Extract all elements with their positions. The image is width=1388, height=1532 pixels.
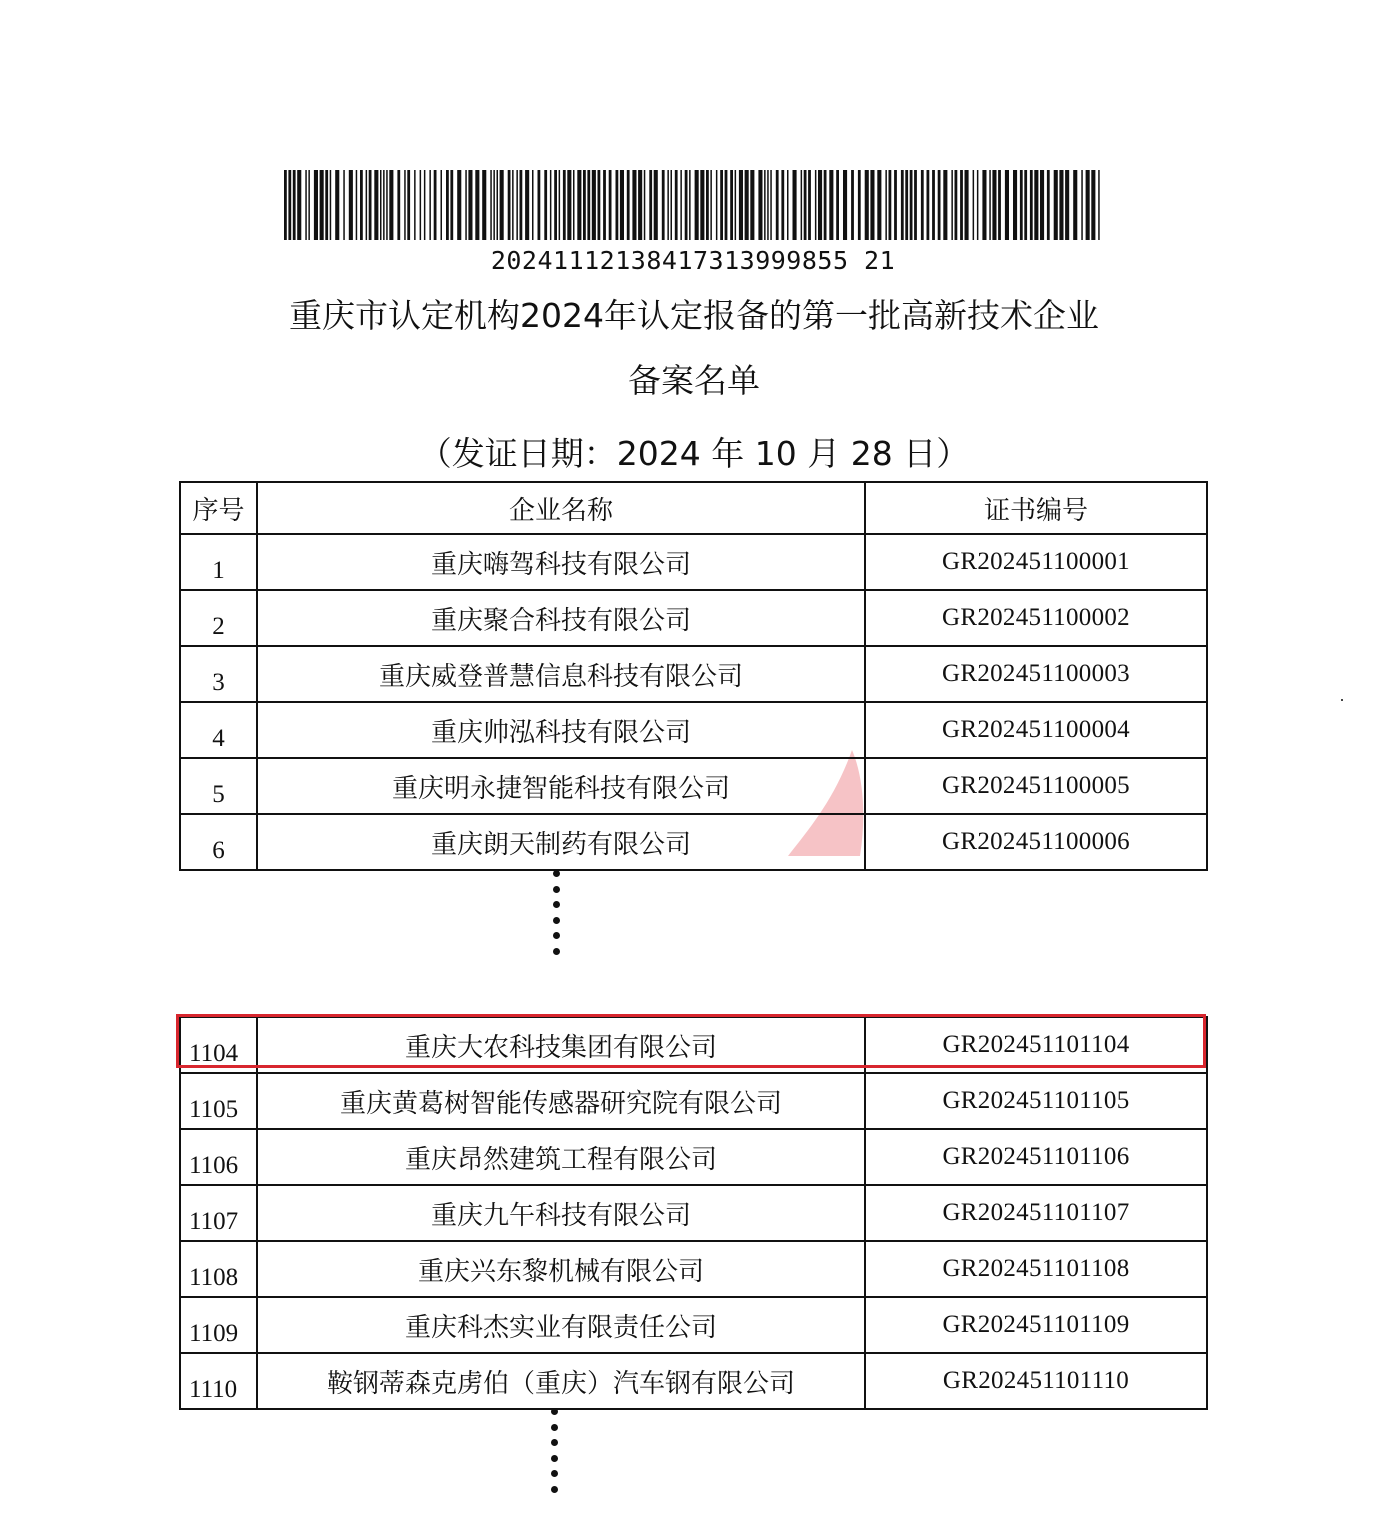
row-company-name: 重庆帅泓科技有限公司 bbox=[257, 702, 865, 758]
table-row bbox=[180, 1073, 1207, 1129]
document-title: 重庆市认定机构2024年认定报备的第一批高新技术企业 bbox=[289, 296, 1099, 335]
header-name: 企业名称 bbox=[257, 482, 865, 534]
row-no: 1110 bbox=[180, 1353, 257, 1409]
vertical-ellipsis-icon bbox=[550, 870, 562, 963]
row-company-name: 重庆黄葛树智能传感器研究院有限公司 bbox=[257, 1073, 865, 1129]
table-header-row bbox=[180, 482, 1207, 534]
row-company-name: 重庆明永捷智能科技有限公司 bbox=[257, 758, 865, 814]
row-no: 6 bbox=[180, 814, 257, 870]
row-no: 1 bbox=[180, 534, 257, 590]
table-row bbox=[180, 534, 1207, 590]
row-no: 1104 bbox=[180, 1017, 257, 1073]
row-company-name: 重庆聚合科技有限公司 bbox=[257, 590, 865, 646]
row-cert-number: GR202451100003 bbox=[865, 646, 1207, 702]
scan-speck bbox=[1341, 699, 1343, 701]
table-row bbox=[180, 758, 1207, 814]
row-cert-number: GR202451100004 bbox=[865, 702, 1207, 758]
table-row bbox=[180, 814, 1207, 870]
row-no: 1108 bbox=[180, 1241, 257, 1297]
vertical-ellipsis-icon bbox=[548, 1408, 560, 1501]
row-no: 1109 bbox=[180, 1297, 257, 1353]
row-no: 2 bbox=[180, 590, 257, 646]
barcode-number: 20241112138417313999855 21 bbox=[490, 246, 896, 275]
barcode-icon bbox=[284, 170, 1102, 240]
row-company-name: 重庆兴东黎机械有限公司 bbox=[257, 1241, 865, 1297]
table-row bbox=[180, 646, 1207, 702]
issue-date: （发证日期：2024 年 10 月 28 日） bbox=[418, 434, 970, 473]
row-cert-number: GR202451101110 bbox=[865, 1353, 1207, 1409]
row-cert-number: GR202451100006 bbox=[865, 814, 1207, 870]
company-table-top bbox=[179, 481, 1208, 871]
row-company-name: 重庆九午科技有限公司 bbox=[257, 1185, 865, 1241]
header-cert: 证书编号 bbox=[865, 482, 1207, 534]
row-no: 5 bbox=[180, 758, 257, 814]
row-cert-number: GR202451100005 bbox=[865, 758, 1207, 814]
row-cert-number: GR202451101104 bbox=[865, 1017, 1207, 1073]
row-cert-number: GR202451100002 bbox=[865, 590, 1207, 646]
row-company-name: 鞍钢蒂森克虏伯（重庆）汽车钢有限公司 bbox=[257, 1353, 865, 1409]
row-company-name: 重庆嗨驾科技有限公司 bbox=[257, 534, 865, 590]
row-no: 4 bbox=[180, 702, 257, 758]
row-no: 1107 bbox=[180, 1185, 257, 1241]
row-company-name: 重庆大农科技集团有限公司 bbox=[257, 1017, 865, 1073]
row-cert-number: GR202451101108 bbox=[865, 1241, 1207, 1297]
table-row bbox=[180, 1241, 1207, 1297]
table-row bbox=[180, 702, 1207, 758]
row-cert-number: GR202451101109 bbox=[865, 1297, 1207, 1353]
table-row bbox=[180, 1129, 1207, 1185]
row-no: 1106 bbox=[180, 1129, 257, 1185]
row-company-name: 重庆威登普慧信息科技有限公司 bbox=[257, 646, 865, 702]
row-company-name: 重庆朗天制药有限公司 bbox=[257, 814, 865, 870]
table-row bbox=[180, 1297, 1207, 1353]
row-cert-number: GR202451101107 bbox=[865, 1185, 1207, 1241]
row-cert-number: GR202451100001 bbox=[865, 534, 1207, 590]
table-row bbox=[180, 590, 1207, 646]
row-company-name: 重庆昂然建筑工程有限公司 bbox=[257, 1129, 865, 1185]
row-cert-number: GR202451101106 bbox=[865, 1129, 1207, 1185]
row-company-name: 重庆科杰实业有限责任公司 bbox=[257, 1297, 865, 1353]
table-row bbox=[180, 1353, 1207, 1409]
header-no: 序号 bbox=[180, 482, 257, 534]
row-no: 3 bbox=[180, 646, 257, 702]
table-row bbox=[180, 1185, 1207, 1241]
row-no: 1105 bbox=[180, 1073, 257, 1129]
row-cert-number: GR202451101105 bbox=[865, 1073, 1207, 1129]
company-table-bottom bbox=[179, 1016, 1208, 1410]
document-subtitle: 备案名单 bbox=[628, 361, 760, 400]
table-row bbox=[180, 1017, 1207, 1073]
